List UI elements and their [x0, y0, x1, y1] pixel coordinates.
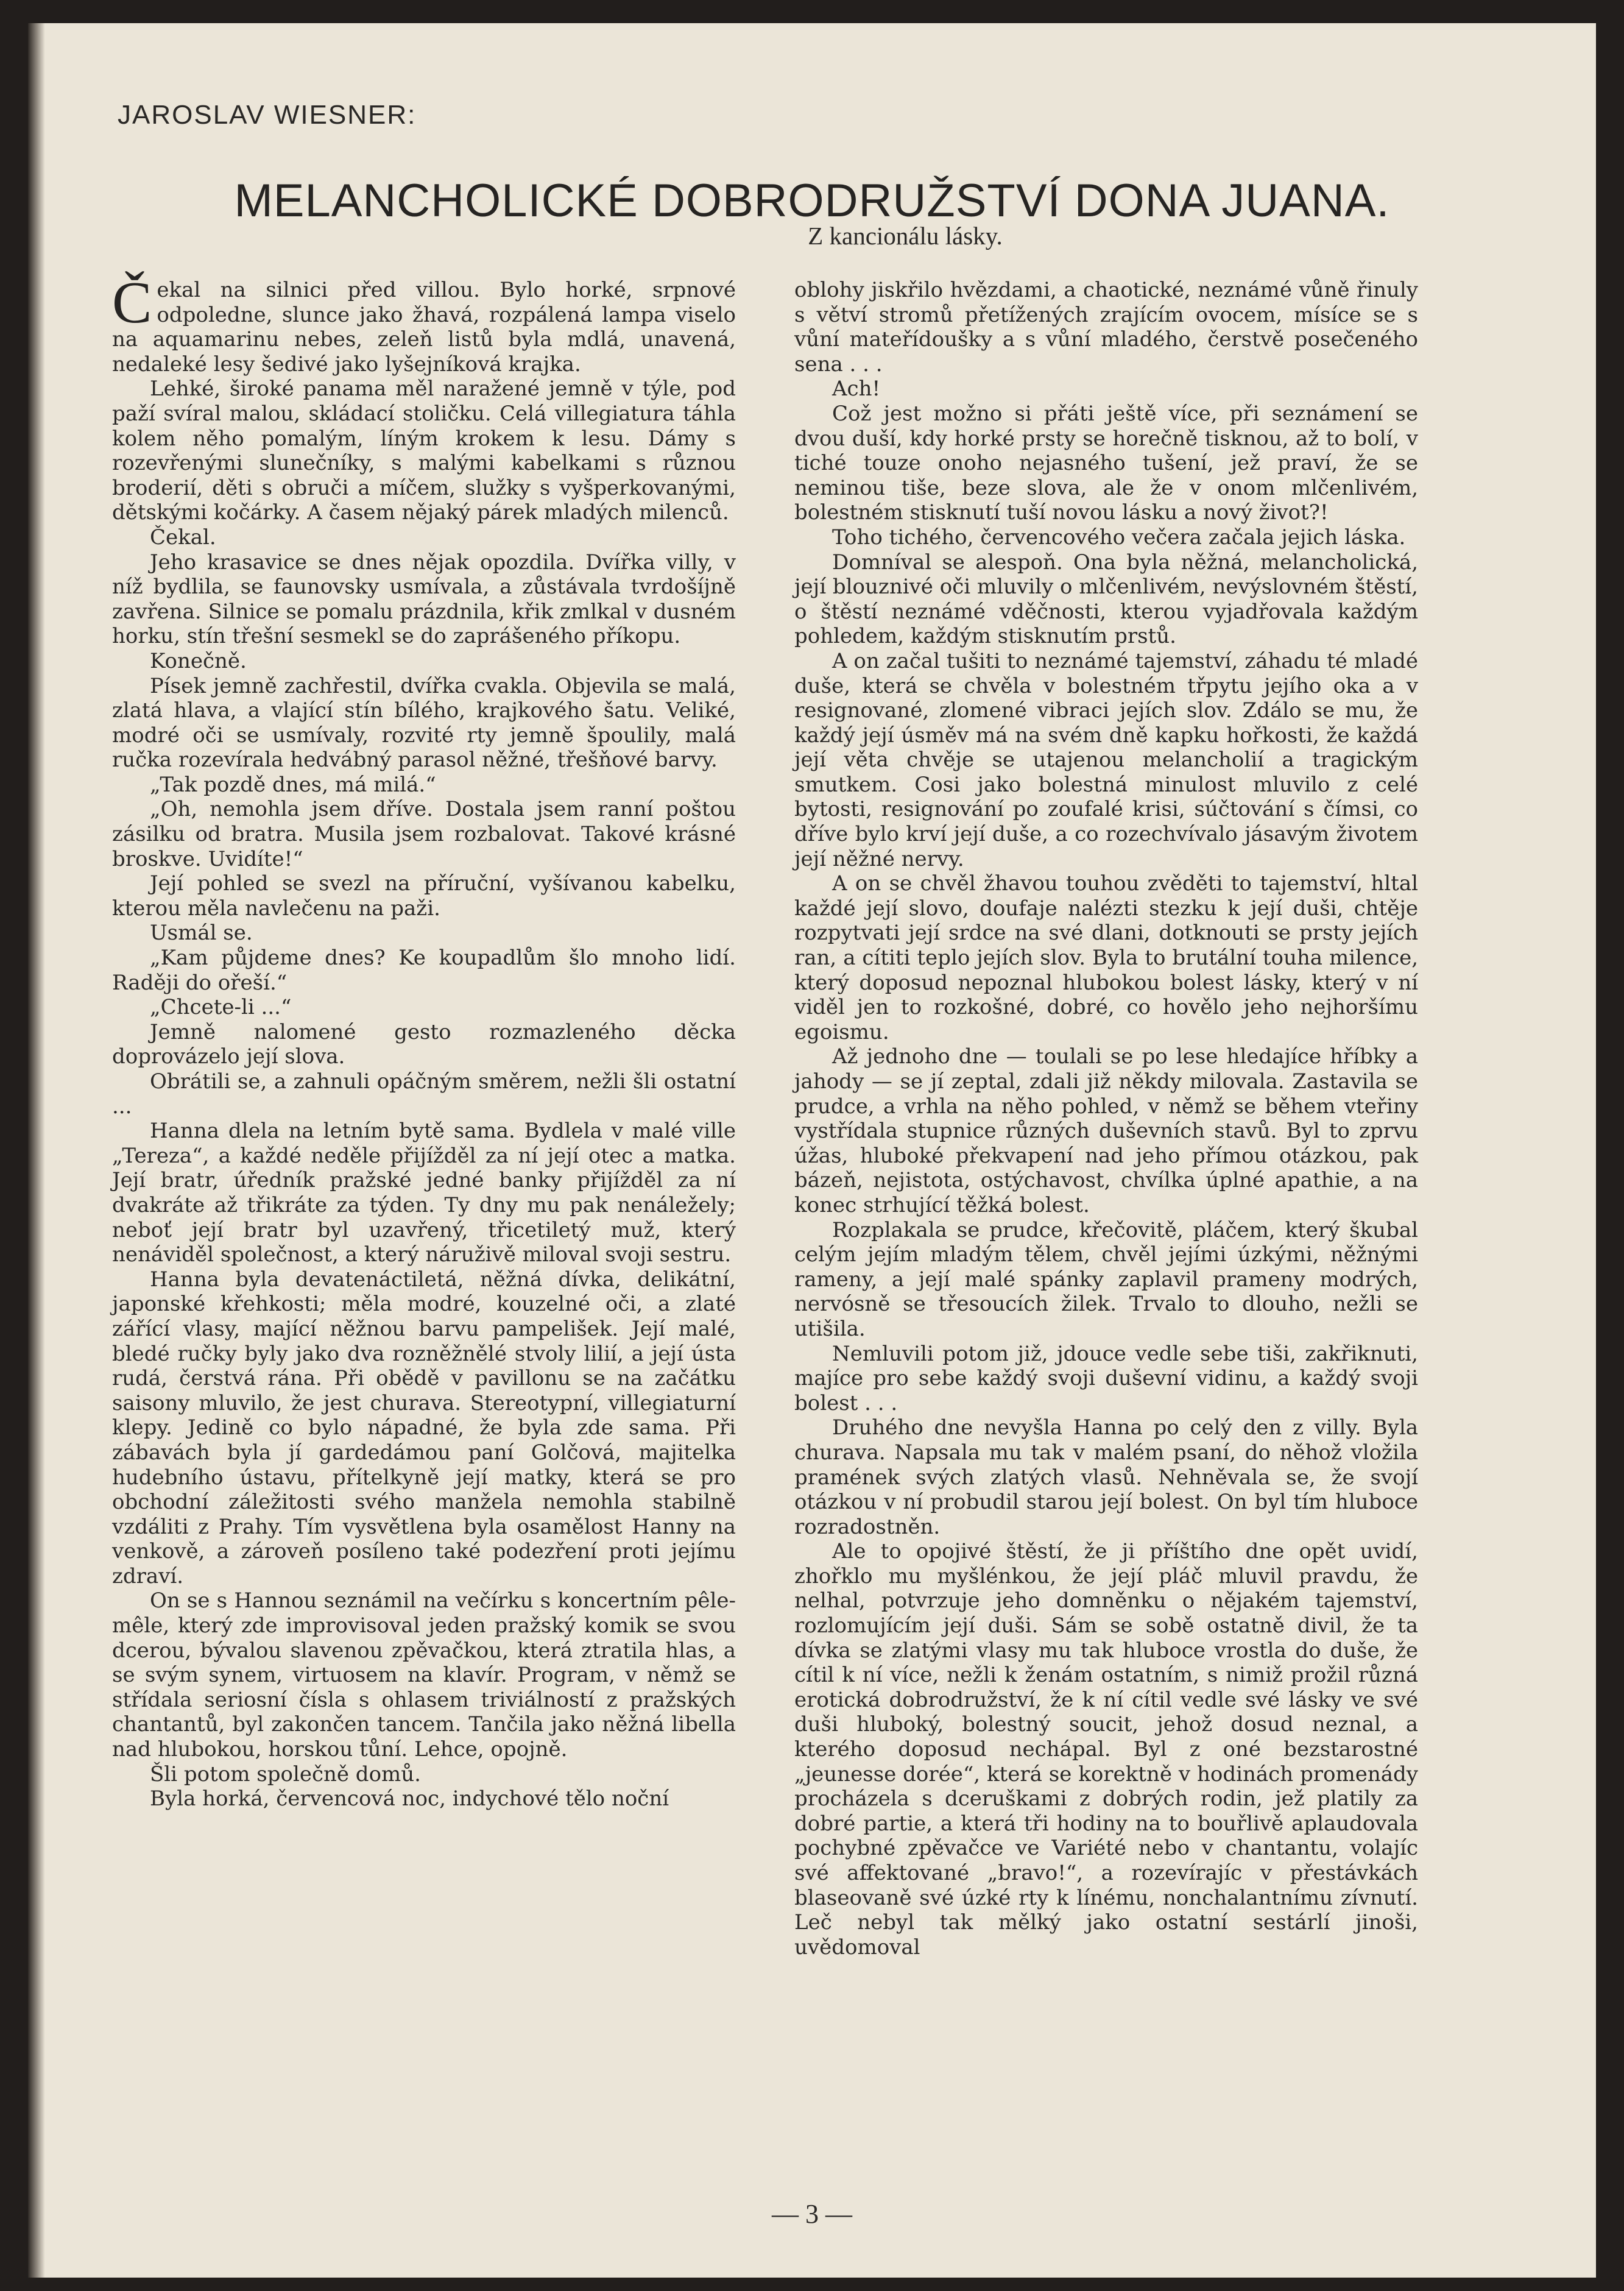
drop-cap: Č	[112, 270, 152, 336]
paragraph: Hanna byla devatenáctiletá, něžná dívka, delikátní, japonské křehkosti; měla modré, kouzelné oči, a zlaté zářící vlasy, mající něžnou barvu pampelišek. Její malé, bledé ručky byly jako dva rozněžnělé stvoly lilií, a její ústa rudá, čerstvá rána. Při obědě v pavillonu se na začátku saisony mluvilo, že jest churava. Stereotypní, villegiaturní klepy. Jedině co bylo nápadné, že byla zde sama. Při zábavách byla jí gardedámou paní Golčová, majitelka hudebního ústavu, přítelkyně její matky, která se pro obchodní záležitosti svého manžela nemohla stabilně vzdáliti z Prahy. Tím vysvětlena byla osamělost Hanny na venkově, a zároveň posíleno také podezření proti jejímu zdraví.	[112, 1267, 736, 1588]
book-page	[28, 23, 1596, 2278]
paragraph: Jemně nalomené gesto rozmazleného děcka doprovázelo její slova.	[112, 1019, 736, 1069]
paragraph: A on začal tušiti to neznámé tajemství, záhadu té mladé duše, která se chvěla v bolestném třpytu jejího oka a v resignované, zlomené vibraci jejích slov. Zdálo se mu, že každý její úsměv má na svém dně kapku hořkosti, že každá její věta chvěje se utajenou melancholií a tragickým smutkem. Cosi jako bolestná minulost mluvilo z celé bytosti, resignování po zoufalé krisi, súčtování s čímsi, co dříve bylo krví její duše, a co rozechvívalo jásavým životem její něžné nervy.	[794, 648, 1418, 871]
story-subtitle: Z kancionálu lásky.	[808, 222, 1003, 250]
paragraph: Až jednoho dne — toulali se po lese hledajíce hříbky a jahody — se jí zeptal, zdali již někdy milovala. Zastavila se prudce, a vrhla na něho pohled, v němž se během vteřiny vystřídala stupnice různých duševních stavů. Byl to zprvu úžas, hluboké překvapení nad jeho přímou otázkou, pak bázeň, nejistota, ostýchavost, chvílka úplné apathie, a na konec strhující těžká bolest.	[794, 1044, 1418, 1217]
text-column-left	[112, 270, 736, 1811]
paragraph: Ale to opojivé štěstí, že ji příštího dne opět uvidí, zhořklo mu myšlénkou, že její pláč mluvil pravdu, že nelhal, potvrzuje jeho domněnku o nějakém tajemství, rozlomujícím její duši. Sám se sobě ostatně divil, že ta dívka se zlatými vlasy mu tak hluboce vrostla do duše, že cítil k ní více, nežli k ženám ostatním, s nimiž prožil různá erotická dobrodružství, že k ní cítil vedle své lásky ve své duši hluboký, bolestný soucit, jehož dosud neznal, a kterého doposud nechápal. Byl z oné bezstarostné „jeunesse dorée“, která se korektně v hodinách promenády procházela s dceruškami z dobrých rodin, jež platily za dobré partie, a která tři hodiny na to bouřlivě aplaudovala pochybné zpěvačce ve Variété nebo v chantantu, volajíc své affektované „bravo!“, a rozevírajíc v přestávkách blaseovaně své úzké rty k línému, nonchalantnímu zívnutí. Leč nebyl tak mělký jako ostatní sestárlí jinoši, uvědomoval	[794, 1539, 1418, 1960]
paragraph: Hanna dlela na letním bytě sama. Bydlela v malé ville „Tereza“, a každé neděle přijížděl za ní její otec a matka. Její bratr, úředník pražské jedné banky přijížděl za ní dvakráte až třikráte za týden. Ty dny mu pak nenáležely; neboť její bratr byl uzavřený, třicetiletý muž, který nenáviděl společnost, a který náruživě miloval svoji sestru.	[112, 1119, 736, 1267]
paragraph: Šli potom společně domů.	[150, 1762, 421, 1786]
paragraph: A on se chvěl žhavou touhou zvěděti to tajemství, hltal každé její slovo, doufaje nalézti stezku k její duši, chtěje rozpytvati její srdce na své dlani, dotknouti se prsty jejích ran, a cítiti teplo jejích slov. Byla to brutální touha milence, který doposud nepoznal hlubokou bolest lásky, který v ní viděl jen to rozkošné, dobré, co hovělo jeho nejhoršímu egoismu.	[794, 871, 1418, 1044]
paragraph: Druhého dne nevyšla Hanna po celý den z villy. Byla churava. Napsala mu tak v malém psaní, do něhož vložila pramének svých zlatých vlasů. Nehněvala se, že svojí otázkou v ní probudil starou její bolest. On byl tím hluboce rozradostněn.	[794, 1415, 1418, 1539]
story-title: MELANCHOLICKÉ DOBRODRUŽSTVÍ DONA JUANA.	[234, 175, 1390, 227]
paragraph: Konečně.	[150, 648, 247, 673]
paragraph: Jeho krasavice se dnes nějak opozdila. Dvířka villy, v níž bydlila, se faunovsky usmívala, a zůstávala tvrdošíjně zavřena. Silnice se pomalu prázdnila, křik zmlkal v dusném horku, stín třešní sesmekl se do zaprášeného příkopu.	[112, 550, 736, 649]
paragraph: Usmál se.	[150, 921, 253, 946]
text-column-right	[794, 278, 1418, 1960]
paragraph: Čekal na silnici před villou. Bylo horké, srpnové odpoledne, slunce jako žhavá, rozpálená lampa viselo na aquamarinu nebes, zeleň listů byla mdlá, unavená, nedaleké lesy šedivé jako lyšejníková krajka.	[112, 270, 736, 377]
paragraph: „Tak pozdě dnes, má milá.“	[150, 772, 436, 797]
paragraph: Čekal.	[150, 525, 216, 550]
paragraph: oblohy jiskřilo hvězdami, a chaotické, neznámé vůně řinuly s větví stromů přetížených zrajícím ovocem, mísíce se s vůní mateřídoušky a s vůní mladého, čerstvě posečeného sena . . .	[794, 278, 1418, 377]
paragraph: Nemluvili potom již, jdouce vedle sebe tiši, zakřiknuti, majíce pro sebe každý svoji duševní vidinu, a každý svoji bolest . . .	[794, 1341, 1418, 1415]
paragraph: Což jest možno si přáti ještě více, při seznámení se dvou duší, kdy horké prsty se horečně tisknou, až to bolí, v tiché touze onoho nejasného tušení, jež praví, že se neminou tiše, beze slova, ale že v onom mlčenlivém, bolestném stisknutí tuší novou lásku a nový život?!	[794, 401, 1418, 525]
paragraph: Její pohled se svezl na příruční, vyšívanou kabelku, kterou měla navlečenu na paži.	[112, 871, 736, 921]
paragraph: „Oh, nemohla jsem dříve. Dostala jsem ranní poštou zásilku od bratra. Musila jsem rozbalovat. Takové krásné broskve. Uvidíte!“	[112, 797, 736, 871]
paragraph: „Chcete-li ...“	[150, 995, 292, 1020]
paragraph: Ach!	[832, 377, 881, 402]
paragraph: Byla horká, červencová noc, indychové tělo noční	[150, 1786, 669, 1811]
paragraph: Domníval se alespoň. Ona byla něžná, melancholická, její blouznivé oči mluvily o mlčenlivém, nevýslovném štěstí, o štěstí neznámé vděčnosti, kterou vyjadřovala každým pohledem, každým stisknutím prstů.	[794, 550, 1418, 649]
paragraph: „Kam půjdeme dnes? Ke koupadlům šlo mnoho lidí. Raději do ořeší.“	[112, 946, 736, 995]
paragraph: Obrátili se, a zahnuli opáčným směrem, nežli šli ostatní ...	[112, 1069, 736, 1119]
author-running-head: JAROSLAV WIESNER:	[118, 100, 417, 130]
paragraph: Lehké, široké panama měl naražené jemně v týle, pod paží svíral malou, skládací stoličku. Celá villegiatura táhla kolem něho pomalým, líným krokem k lesu. Dámy s rozevřenými slunečníky, s malými kabelkami s různou broderií, děti s obruči a míčem, služky s vyšperkovanými, dětskými kočárky. A časem nějaký párek mladých milenců.	[112, 377, 736, 525]
paragraph: Toho tichého, červencového večera začala jejich láska.	[832, 525, 1406, 550]
page-spine-shadow	[28, 23, 45, 2278]
paragraph: Písek jemně zachřestil, dvířka cvakla. Objevila se malá, zlatá hlava, a vlající stín bílého, krajkového šatu. Veliké, modré oči se usmívaly, rozvité rty jemně špoulily, malá ručka rozevírala hedvábný parasol něžné, třešňové barvy.	[112, 673, 736, 773]
page-number: — 3 —	[772, 2199, 852, 2229]
paragraph: Rozplakala se prudce, křečovitě, pláčem, který škubal celým jejím mladým tělem, chvěl jejími úzkými, něžnými rameny, a její malé spánky zaplavil prameny modrých, nervósně se třesoucích žilek. Trvalo to dlouho, nežli se utišila.	[794, 1217, 1418, 1341]
paragraph: On se s Hannou seznámil na večírku s koncertním pêle-mêle, který zde improvisoval jeden pražský komik se svou dcerou, bývalou slavenou zpěvačkou, která ztratila hlas, a se svým synem, virtuosem na klavír. Program, v němž se střídala seriosní čísla s ohlasem triviálností z pražských chantantů, byl zakončen tancem. Tančila jako něžná libella nad hlubokou, horskou tůní. Lehce, opojně.	[112, 1588, 736, 1762]
